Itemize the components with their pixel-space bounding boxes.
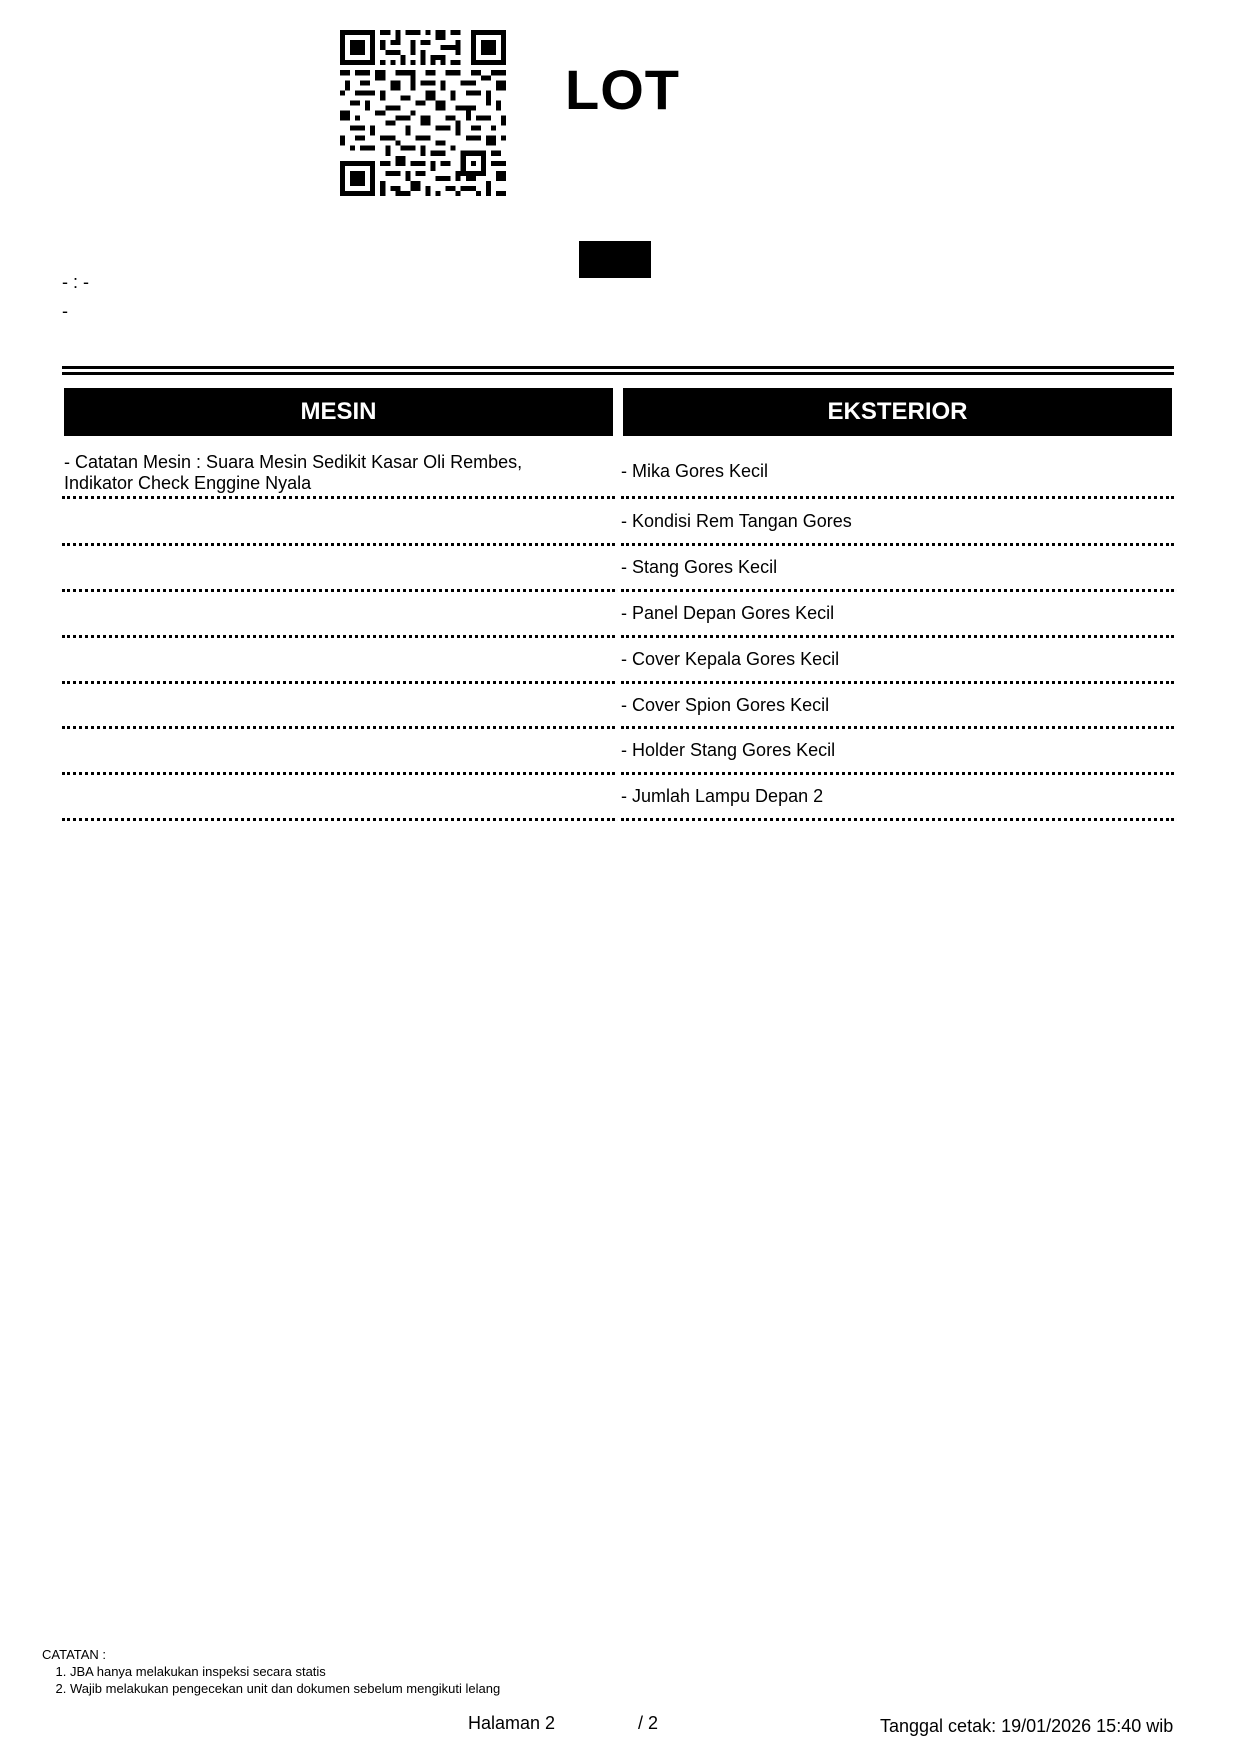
section-divider-bottom [62,372,1174,375]
eksterior-row [621,638,1174,684]
print-date: Tanggal cetak: 19/01/2026 15:40 wib [880,1716,1174,1736]
mesin-row-text [62,703,64,707]
eksterior-row-text: - Panel Depan Gores Kecil [621,603,835,623]
mesin-row-text [62,658,64,662]
mesin-row [62,729,615,775]
eksterior-row [621,546,1174,592]
notes-list [42,1663,500,1697]
mesin-row-text [62,566,64,570]
eksterior-row-text: - Cover Kepala Gores Kecil [621,649,840,669]
meta-line-2: - [62,301,68,321]
mesin-note-line-1: - Catatan Mesin : Suara Mesin Sedikit Kasar Oli Rembes, [64,452,523,472]
eksterior-row-text: - Stang Gores Kecil [621,557,778,577]
mesin-row [62,592,615,638]
notes-heading: CATATAN : [42,1647,107,1662]
notes-block [42,1646,500,1697]
lot-number-box [579,241,651,278]
eksterior-row [621,684,1174,729]
mesin-row [62,499,615,546]
qr-code [340,30,506,196]
mesin-rows [62,446,615,821]
mesin-row [62,546,615,592]
eksterior-section [621,388,1174,821]
mesin-row-text [62,448,522,494]
eksterior-row [621,592,1174,638]
eksterior-row-text: - Jumlah Lampu Depan 2 [621,786,824,806]
meta-line-1: - : - [62,272,89,292]
eksterior-row-text: - Kondisi Rem Tangan Gores [621,510,852,531]
mesin-row-text [62,612,64,616]
mesin-row-text [62,519,64,523]
eksterior-row-text: - Holder Stang Gores Kecil [621,740,836,760]
eksterior-row-text: - Cover Spion Gores Kecil [621,694,830,715]
note-item: 1. JBA hanya melakukan inspeksi secara statis [70,1663,500,1680]
mesin-section [62,388,615,821]
mesin-row-text [62,795,64,799]
eksterior-rows [621,446,1174,821]
mesin-note-line-2: Indikator Check Enggine Nyala [64,473,312,493]
eksterior-row-text: - Mika Gores Kecil [621,460,769,481]
eksterior-row [621,499,1174,546]
page-total: / 2 [638,1713,659,1733]
mesin-row [62,638,615,684]
lot-title: LOT [565,58,680,121]
mesin-row-text [62,749,64,753]
eksterior-row [621,729,1174,775]
mesin-row [62,684,615,729]
mesin-header: MESIN [64,388,613,436]
eksterior-row [621,446,1174,499]
eksterior-header: EKSTERIOR [623,388,1172,436]
mesin-row [62,446,615,499]
mesin-row [62,775,615,821]
section-divider-top [62,366,1174,369]
note-item: 2. Wajib melakukan pengecekan unit dan dokumen sebelum mengikuti lelang [70,1680,500,1697]
page-label: Halaman 2 [468,1713,556,1733]
eksterior-row [621,775,1174,821]
